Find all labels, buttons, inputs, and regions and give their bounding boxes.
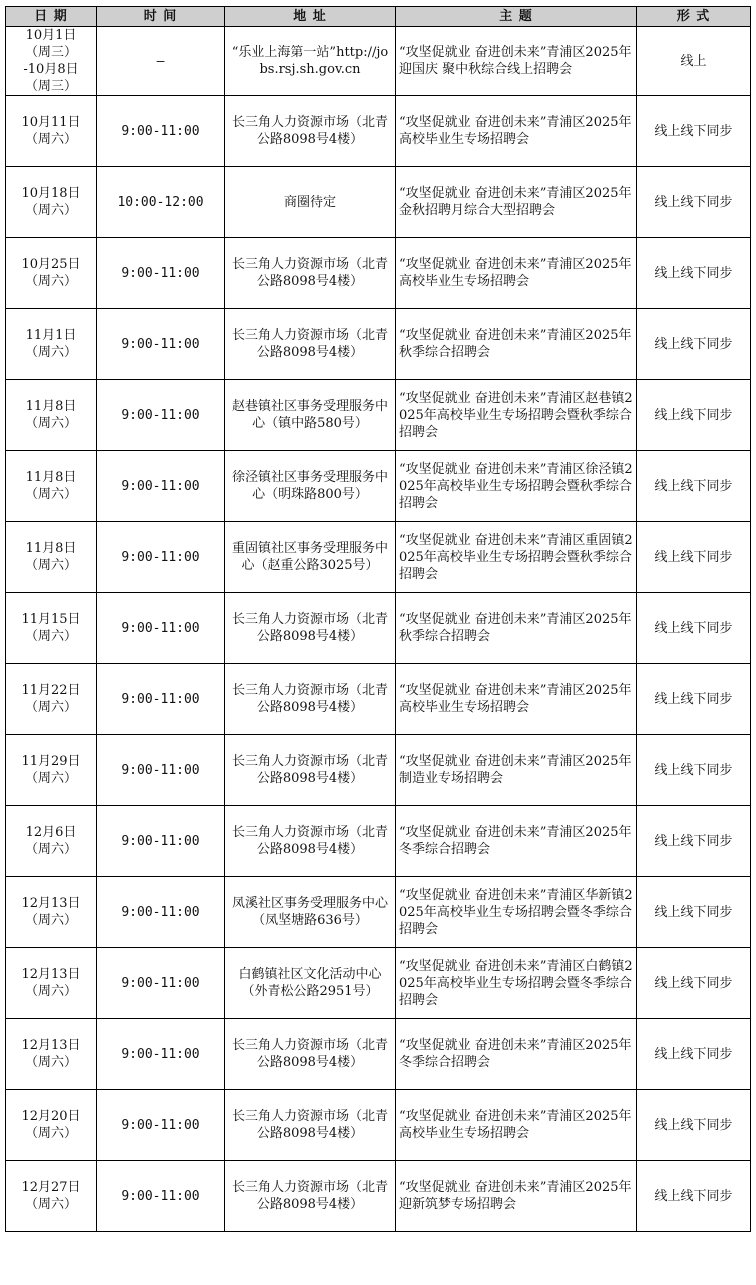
header-form: 形 式 [637, 7, 751, 27]
cell-time: 9:00-11:00 [97, 309, 225, 380]
table-row [6, 522, 751, 593]
cell-location: 长三角人力资源市场（北青公路8098号4楼） [225, 735, 396, 806]
cell-time: 10:00-12:00 [97, 167, 225, 238]
cell-theme: “攻坚促就业 奋进创未来”青浦区华新镇2025年高校毕业生专场招聘会暨冬季综合招聘会 [396, 877, 637, 948]
cell-time: 9:00-11:00 [97, 522, 225, 593]
cell-time: 9:00-11:00 [97, 806, 225, 877]
date-line: 12月6日 [25, 825, 77, 840]
table-row [6, 380, 751, 451]
date-line: （周六） [24, 416, 77, 431]
header-time: 时 间 [97, 7, 225, 27]
cell-location: 重固镇社区事务受理服务中心（赵重公路3025号） [225, 522, 396, 593]
cell-theme: “攻坚促就业 奋进创未来”青浦区2025年高校毕业生专场招聘会 [396, 664, 637, 735]
table-row [6, 593, 751, 664]
date-line: 12月20日 [21, 1109, 81, 1124]
cell-form: 线上线下同步 [637, 1161, 751, 1232]
cell-theme: “攻坚促就业 奋进创未来”青浦区2025年金秋招聘月综合大型招聘会 [396, 167, 637, 238]
cell-time: 9:00-11:00 [97, 1090, 225, 1161]
date-line: 12月13日 [21, 896, 81, 911]
header-row [6, 7, 751, 27]
cell-theme: “攻坚促就业 奋进创未来”青浦区2025年高校毕业生专场招聘会 [396, 1090, 637, 1161]
cell-date [6, 27, 97, 96]
cell-form: 线上线下同步 [637, 948, 751, 1019]
cell-time: 9:00-11:00 [97, 593, 225, 664]
date-line: （周六） [24, 700, 77, 715]
date-line: （周六） [24, 345, 77, 360]
cell-theme: “攻坚促就业 奋进创未来”青浦区2025年秋季综合招聘会 [396, 593, 637, 664]
cell-time: 9:00-11:00 [97, 664, 225, 735]
cell-date [6, 593, 97, 664]
cell-time: 9:00-11:00 [97, 96, 225, 167]
cell-theme: “攻坚促就业 奋进创未来”青浦区徐泾镇2025年高校毕业生专场招聘会暨秋季综合招聘会 [396, 451, 637, 522]
table-row [6, 451, 751, 522]
cell-date [6, 948, 97, 1019]
cell-location: 长三角人力资源市场（北青公路8098号4楼） [225, 806, 396, 877]
cell-location: 赵巷镇社区事务受理服务中心（镇中路580号） [225, 380, 396, 451]
cell-location: 长三角人力资源市场（北青公路8098号4楼） [225, 1019, 396, 1090]
cell-location: “乐业上海第一站”http://jobs.rsj.sh.gov.cn [225, 27, 396, 96]
date-line: （周六） [24, 132, 77, 147]
table-row [6, 948, 751, 1019]
cell-time: 9:00-11:00 [97, 380, 225, 451]
cell-form: 线上线下同步 [637, 167, 751, 238]
cell-date [6, 238, 97, 309]
cell-location: 长三角人力资源市场（北青公路8098号4楼） [225, 96, 396, 167]
cell-form: 线上线下同步 [637, 593, 751, 664]
table-header [6, 7, 751, 27]
date-line: 11月15日 [21, 612, 81, 627]
date-line: （周六） [24, 842, 77, 857]
cell-date [6, 877, 97, 948]
date-line: （周六） [24, 1126, 77, 1141]
cell-time: – [97, 27, 225, 96]
date-line: （周三） [24, 45, 77, 60]
cell-date [6, 167, 97, 238]
cell-theme: “攻坚促就业 奋进创未来”青浦区2025年高校毕业生专场招聘会 [396, 238, 637, 309]
date-line: （周六） [24, 487, 77, 502]
cell-form: 线上线下同步 [637, 451, 751, 522]
cell-date [6, 664, 97, 735]
date-line: （周六） [24, 771, 77, 786]
cell-theme: “攻坚促就业 奋进创未来”青浦区2025年冬季综合招聘会 [396, 806, 637, 877]
cell-form: 线上线下同步 [637, 238, 751, 309]
cell-date [6, 1161, 97, 1232]
date-line: 12月27日 [21, 1180, 81, 1195]
date-line: 11月8日 [25, 399, 77, 414]
cell-date [6, 1090, 97, 1161]
date-line: 10月1日 [25, 28, 77, 43]
cell-time: 9:00-11:00 [97, 1161, 225, 1232]
cell-date [6, 451, 97, 522]
cell-time: 9:00-11:00 [97, 735, 225, 806]
cell-form: 线上线下同步 [637, 522, 751, 593]
cell-form: 线上线下同步 [637, 96, 751, 167]
cell-form: 线上线下同步 [637, 664, 751, 735]
cell-theme: “攻坚促就业 奋进创未来”青浦区2025年制造业专场招聘会 [396, 735, 637, 806]
cell-date [6, 96, 97, 167]
cell-location: 长三角人力资源市场（北青公路8098号4楼） [225, 309, 396, 380]
cell-theme: “攻坚促就业 奋进创未来”青浦区2025年冬季综合招聘会 [396, 1019, 637, 1090]
table-row [6, 309, 751, 380]
cell-theme: “攻坚促就业 奋进创未来”青浦区白鹤镇2025年高校毕业生专场招聘会暨冬季综合招聘会 [396, 948, 637, 1019]
table-row [6, 1090, 751, 1161]
date-line: 11月8日 [25, 470, 77, 485]
date-line: （周六） [24, 1197, 77, 1212]
cell-location: 长三角人力资源市场（北青公路8098号4楼） [225, 664, 396, 735]
date-line: （周六） [24, 203, 77, 218]
table-row [6, 877, 751, 948]
cell-form: 线上线下同步 [637, 1019, 751, 1090]
date-line: 11月1日 [25, 328, 77, 343]
date-line: 11月22日 [21, 683, 81, 698]
header-theme: 主 题 [396, 7, 637, 27]
cell-form: 线上 [637, 27, 751, 96]
cell-location: 白鹤镇社区文化活动中心（外青松公路2951号） [225, 948, 396, 1019]
cell-form: 线上线下同步 [637, 309, 751, 380]
date-line: （周六） [24, 274, 77, 289]
cell-form: 线上线下同步 [637, 806, 751, 877]
cell-date [6, 380, 97, 451]
cell-location: 长三角人力资源市场（北青公路8098号4楼） [225, 1090, 396, 1161]
cell-date [6, 1019, 97, 1090]
cell-theme: “攻坚促就业 奋进创未来”青浦区2025年高校毕业生专场招聘会 [396, 96, 637, 167]
table-row [6, 27, 751, 96]
cell-date [6, 309, 97, 380]
cell-location: 徐泾镇社区事务受理服务中心（明珠路800号） [225, 451, 396, 522]
cell-time: 9:00-11:00 [97, 877, 225, 948]
date-line: 12月13日 [21, 967, 81, 982]
date-line: （周三） [24, 79, 77, 94]
date-line: （周六） [24, 629, 77, 644]
table-row [6, 96, 751, 167]
cell-time: 9:00-11:00 [97, 451, 225, 522]
date-line: 11月29日 [21, 754, 81, 769]
cell-location: 长三角人力资源市场（北青公路8098号4楼） [225, 593, 396, 664]
date-line: （周六） [24, 558, 77, 573]
date-line: 10月25日 [21, 257, 81, 272]
table-row [6, 167, 751, 238]
date-line: 10月11日 [21, 115, 81, 130]
date-line: （周六） [24, 1055, 77, 1070]
date-line: 10月18日 [21, 186, 81, 201]
table-row [6, 1161, 751, 1232]
cell-location: 凤溪社区事务受理服务中心（凤坚塘路636号） [225, 877, 396, 948]
cell-form: 线上线下同步 [637, 1090, 751, 1161]
cell-theme: “攻坚促就业 奋进创未来”青浦区2025年迎国庆 聚中秋综合线上招聘会 [396, 27, 637, 96]
cell-form: 线上线下同步 [637, 735, 751, 806]
date-line: （周六） [24, 984, 77, 999]
cell-location: 长三角人力资源市场（北青公路8098号4楼） [225, 1161, 396, 1232]
cell-theme: “攻坚促就业 奋进创未来”青浦区2025年迎新筑梦专场招聘会 [396, 1161, 637, 1232]
table-row [6, 806, 751, 877]
cell-form: 线上线下同步 [637, 380, 751, 451]
schedule-table [5, 6, 751, 1232]
date-line: 12月13日 [21, 1038, 81, 1053]
cell-date [6, 522, 97, 593]
cell-form: 线上线下同步 [637, 877, 751, 948]
cell-time: 9:00-11:00 [97, 1019, 225, 1090]
cell-theme: “攻坚促就业 奋进创未来”青浦区赵巷镇2025年高校毕业生专场招聘会暨秋季综合招聘会 [396, 380, 637, 451]
table-row [6, 735, 751, 806]
date-line: （周六） [24, 913, 77, 928]
cell-date [6, 735, 97, 806]
header-location: 地 址 [225, 7, 396, 27]
cell-location: 商圈待定 [225, 167, 396, 238]
table-body [6, 27, 751, 1232]
date-line: 11月8日 [25, 541, 77, 556]
cell-date [6, 806, 97, 877]
table-row [6, 664, 751, 735]
cell-theme: “攻坚促就业 奋进创未来”青浦区重固镇2025年高校毕业生专场招聘会暨秋季综合招聘会 [396, 522, 637, 593]
header-date: 日 期 [6, 7, 97, 27]
cell-location: 长三角人力资源市场（北青公路8098号4楼） [225, 238, 396, 309]
cell-theme: “攻坚促就业 奋进创未来”青浦区2025年秋季综合招聘会 [396, 309, 637, 380]
table-row [6, 1019, 751, 1090]
job-fair-schedule [5, 6, 750, 1232]
cell-time: 9:00-11:00 [97, 948, 225, 1019]
table-row [6, 238, 751, 309]
date-line: -10月8日 [23, 62, 79, 77]
cell-time: 9:00-11:00 [97, 238, 225, 309]
